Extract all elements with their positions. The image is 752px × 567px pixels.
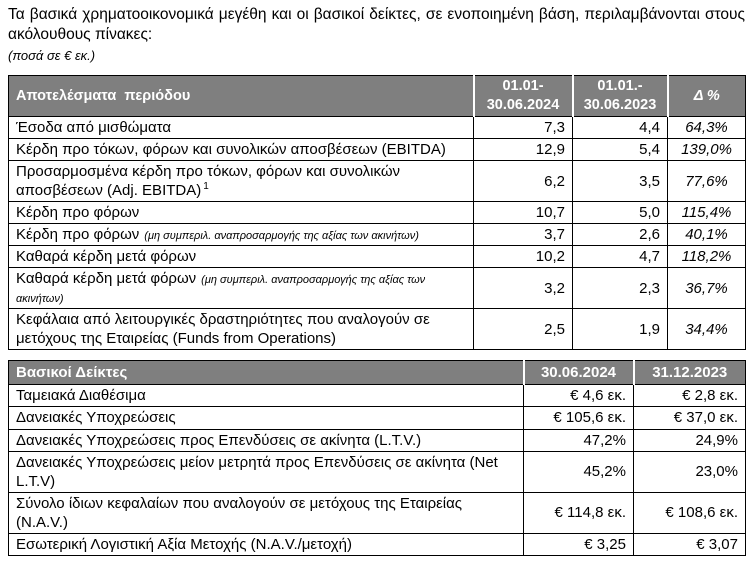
footnote-marker: 1 xyxy=(203,181,209,193)
intro-paragraph: Τα βασικά χρηματοοικονομικά μεγέθη και οι βασικοί δείκτες, σε ενοποιημένη βάση, περιλαμβάνονται στους ακόλουθους πίνακες: xyxy=(8,6,745,43)
value-2023: 2,3 xyxy=(573,268,668,309)
delta-value: 36,7% xyxy=(668,268,746,309)
ratios-header-row xyxy=(9,361,746,385)
value-2023: 4,7 xyxy=(573,246,668,268)
value-2024: 3,7 xyxy=(474,224,573,246)
table-row xyxy=(9,161,746,202)
value-31-12-2023: € 3,07 xyxy=(634,533,746,555)
row-label-text: Κέρδη προ φόρων xyxy=(16,226,140,244)
value-2024: 6,2 xyxy=(474,161,573,202)
table-row xyxy=(9,533,746,555)
amounts-note: (ποσά σε € εκ.) xyxy=(8,47,96,63)
table-row xyxy=(9,116,746,138)
row-label-note: (μη συμπεριλ. αναπροσαρμογής της αξίας των ακινήτων) xyxy=(16,274,426,306)
results-table xyxy=(8,75,746,351)
row-label-note: (μη συμπεριλ. αναπροσαρμογής της αξίας των ακινήτων) xyxy=(144,230,419,243)
key-ratios-table xyxy=(8,360,746,555)
value-2023: 5,4 xyxy=(573,138,668,160)
value-31-12-2023: 23,0% xyxy=(634,451,746,492)
row-label xyxy=(9,138,474,160)
table-row xyxy=(9,224,746,246)
row-label-text: Καθαρά κέρδη μετά φόρων xyxy=(16,248,197,266)
period-2024-line2: 30.06.2024 xyxy=(486,96,560,113)
value-2024: 10,7 xyxy=(474,202,573,224)
row-label-text: Έσοδα από μισθώματα xyxy=(16,118,172,136)
value-30-06-2024: 45,2% xyxy=(524,451,634,492)
value-2024: 12,9 xyxy=(474,138,573,160)
delta-value: 118,2% xyxy=(668,246,746,268)
row-label-text: Κέρδη προ τόκων, φόρων και συνολικών αποσβέσεων (EBITDA) xyxy=(16,140,446,158)
ratios-header-date-2023: 31.12.2023 xyxy=(634,361,746,385)
value-31-12-2023: € 37,0 εκ. xyxy=(634,407,746,429)
row-label xyxy=(9,224,474,246)
table-row xyxy=(9,202,746,224)
table-row xyxy=(9,385,746,407)
value-30-06-2024: 47,2% xyxy=(524,429,634,451)
row-label: Σύνολο ίδιων κεφαλαίων που αναλογούν σε μετόχους της Εταιρείας (N.A.V.) xyxy=(9,492,524,533)
delta-value: 115,4% xyxy=(668,202,746,224)
table-row xyxy=(9,429,746,451)
value-2023: 3,5 xyxy=(573,161,668,202)
value-2024: 2,5 xyxy=(474,309,573,350)
value-2024: 3,2 xyxy=(474,268,573,309)
table-row xyxy=(9,451,746,492)
ratios-table-head xyxy=(9,361,746,385)
value-30-06-2024: € 4,6 εκ. xyxy=(524,385,634,407)
period-2023-line2: 30.06.2023 xyxy=(583,96,657,113)
results-header-row xyxy=(9,75,746,116)
value-2023: 2,6 xyxy=(573,224,668,246)
results-table-head xyxy=(9,75,746,116)
value-30-06-2024: € 114,8 εκ. xyxy=(524,492,634,533)
row-label: Δανειακές Υποχρεώσεις μείον μετρητά προς Επενδύσεις σε ακίνητα (Net L.T.V) xyxy=(9,451,524,492)
delta-value: 77,6% xyxy=(668,161,746,202)
value-2023: 5,0 xyxy=(573,202,668,224)
value-31-12-2023: € 2,8 εκ. xyxy=(634,385,746,407)
period-2023-line1: 01.01.- xyxy=(597,77,643,94)
delta-value: 64,3% xyxy=(668,116,746,138)
row-label xyxy=(9,116,474,138)
row-label-text: Καθαρά κέρδη μετά φόρων xyxy=(16,270,197,288)
table-row xyxy=(9,246,746,268)
value-30-06-2024: € 3,25 xyxy=(524,533,634,555)
row-label xyxy=(9,202,474,224)
results-header-delta: Δ % xyxy=(668,75,746,116)
table-row xyxy=(9,492,746,533)
value-2024: 10,2 xyxy=(474,246,573,268)
delta-value: 139,0% xyxy=(668,138,746,160)
value-2024: 7,3 xyxy=(474,116,573,138)
table-row xyxy=(9,268,746,309)
value-31-12-2023: 24,9% xyxy=(634,429,746,451)
period-2024-line1: 01.01- xyxy=(502,77,544,94)
value-2023: 1,9 xyxy=(573,309,668,350)
value-31-12-2023: € 108,6 εκ. xyxy=(634,492,746,533)
ratios-header-date-2024: 30.06.2024 xyxy=(524,361,634,385)
delta-value: 34,4% xyxy=(668,309,746,350)
value-30-06-2024: € 105,6 εκ. xyxy=(524,407,634,429)
row-label xyxy=(9,246,474,268)
row-label xyxy=(9,161,474,202)
table-row xyxy=(9,309,746,350)
ratios-header-title: Βασικοί Δείκτες xyxy=(9,361,524,385)
table-row xyxy=(9,407,746,429)
delta-value: 40,1% xyxy=(668,224,746,246)
row-label xyxy=(9,309,474,350)
value-2023: 4,4 xyxy=(573,116,668,138)
row-label: Δανειακές Υποχρεώσεις προς Επενδύσεις σε ακίνητα (L.T.V.) xyxy=(9,429,524,451)
row-label-text: Κεφάλαια από λειτουργικές δραστηριότητες που αναλογούν σε μετόχους της Εταιρείας (Funds from Operations) xyxy=(16,311,430,348)
row-label: Ταμειακά Διαθέσιμα xyxy=(9,385,524,407)
row-label-text: Κέρδη προ φόρων xyxy=(16,204,140,222)
results-header-period-2024 xyxy=(474,75,573,116)
results-header-title: Αποτελέσματα περιόδου xyxy=(9,75,474,116)
results-table-body xyxy=(9,116,746,350)
ratios-table-body xyxy=(9,385,746,555)
row-label xyxy=(9,268,474,309)
row-label: Δανειακές Υποχρεώσεις xyxy=(9,407,524,429)
table-row xyxy=(9,138,746,160)
results-header-period-2023 xyxy=(573,75,668,116)
row-label: Εσωτερική Λογιστική Αξία Μετοχής (N.A.V./μετοχή) xyxy=(9,533,524,555)
row-label-text: Προσαρμοσμένα κέρδη προ τόκων, φόρων και συνολικών αποσβέσεων (Adj. EBITDA) xyxy=(16,163,401,200)
